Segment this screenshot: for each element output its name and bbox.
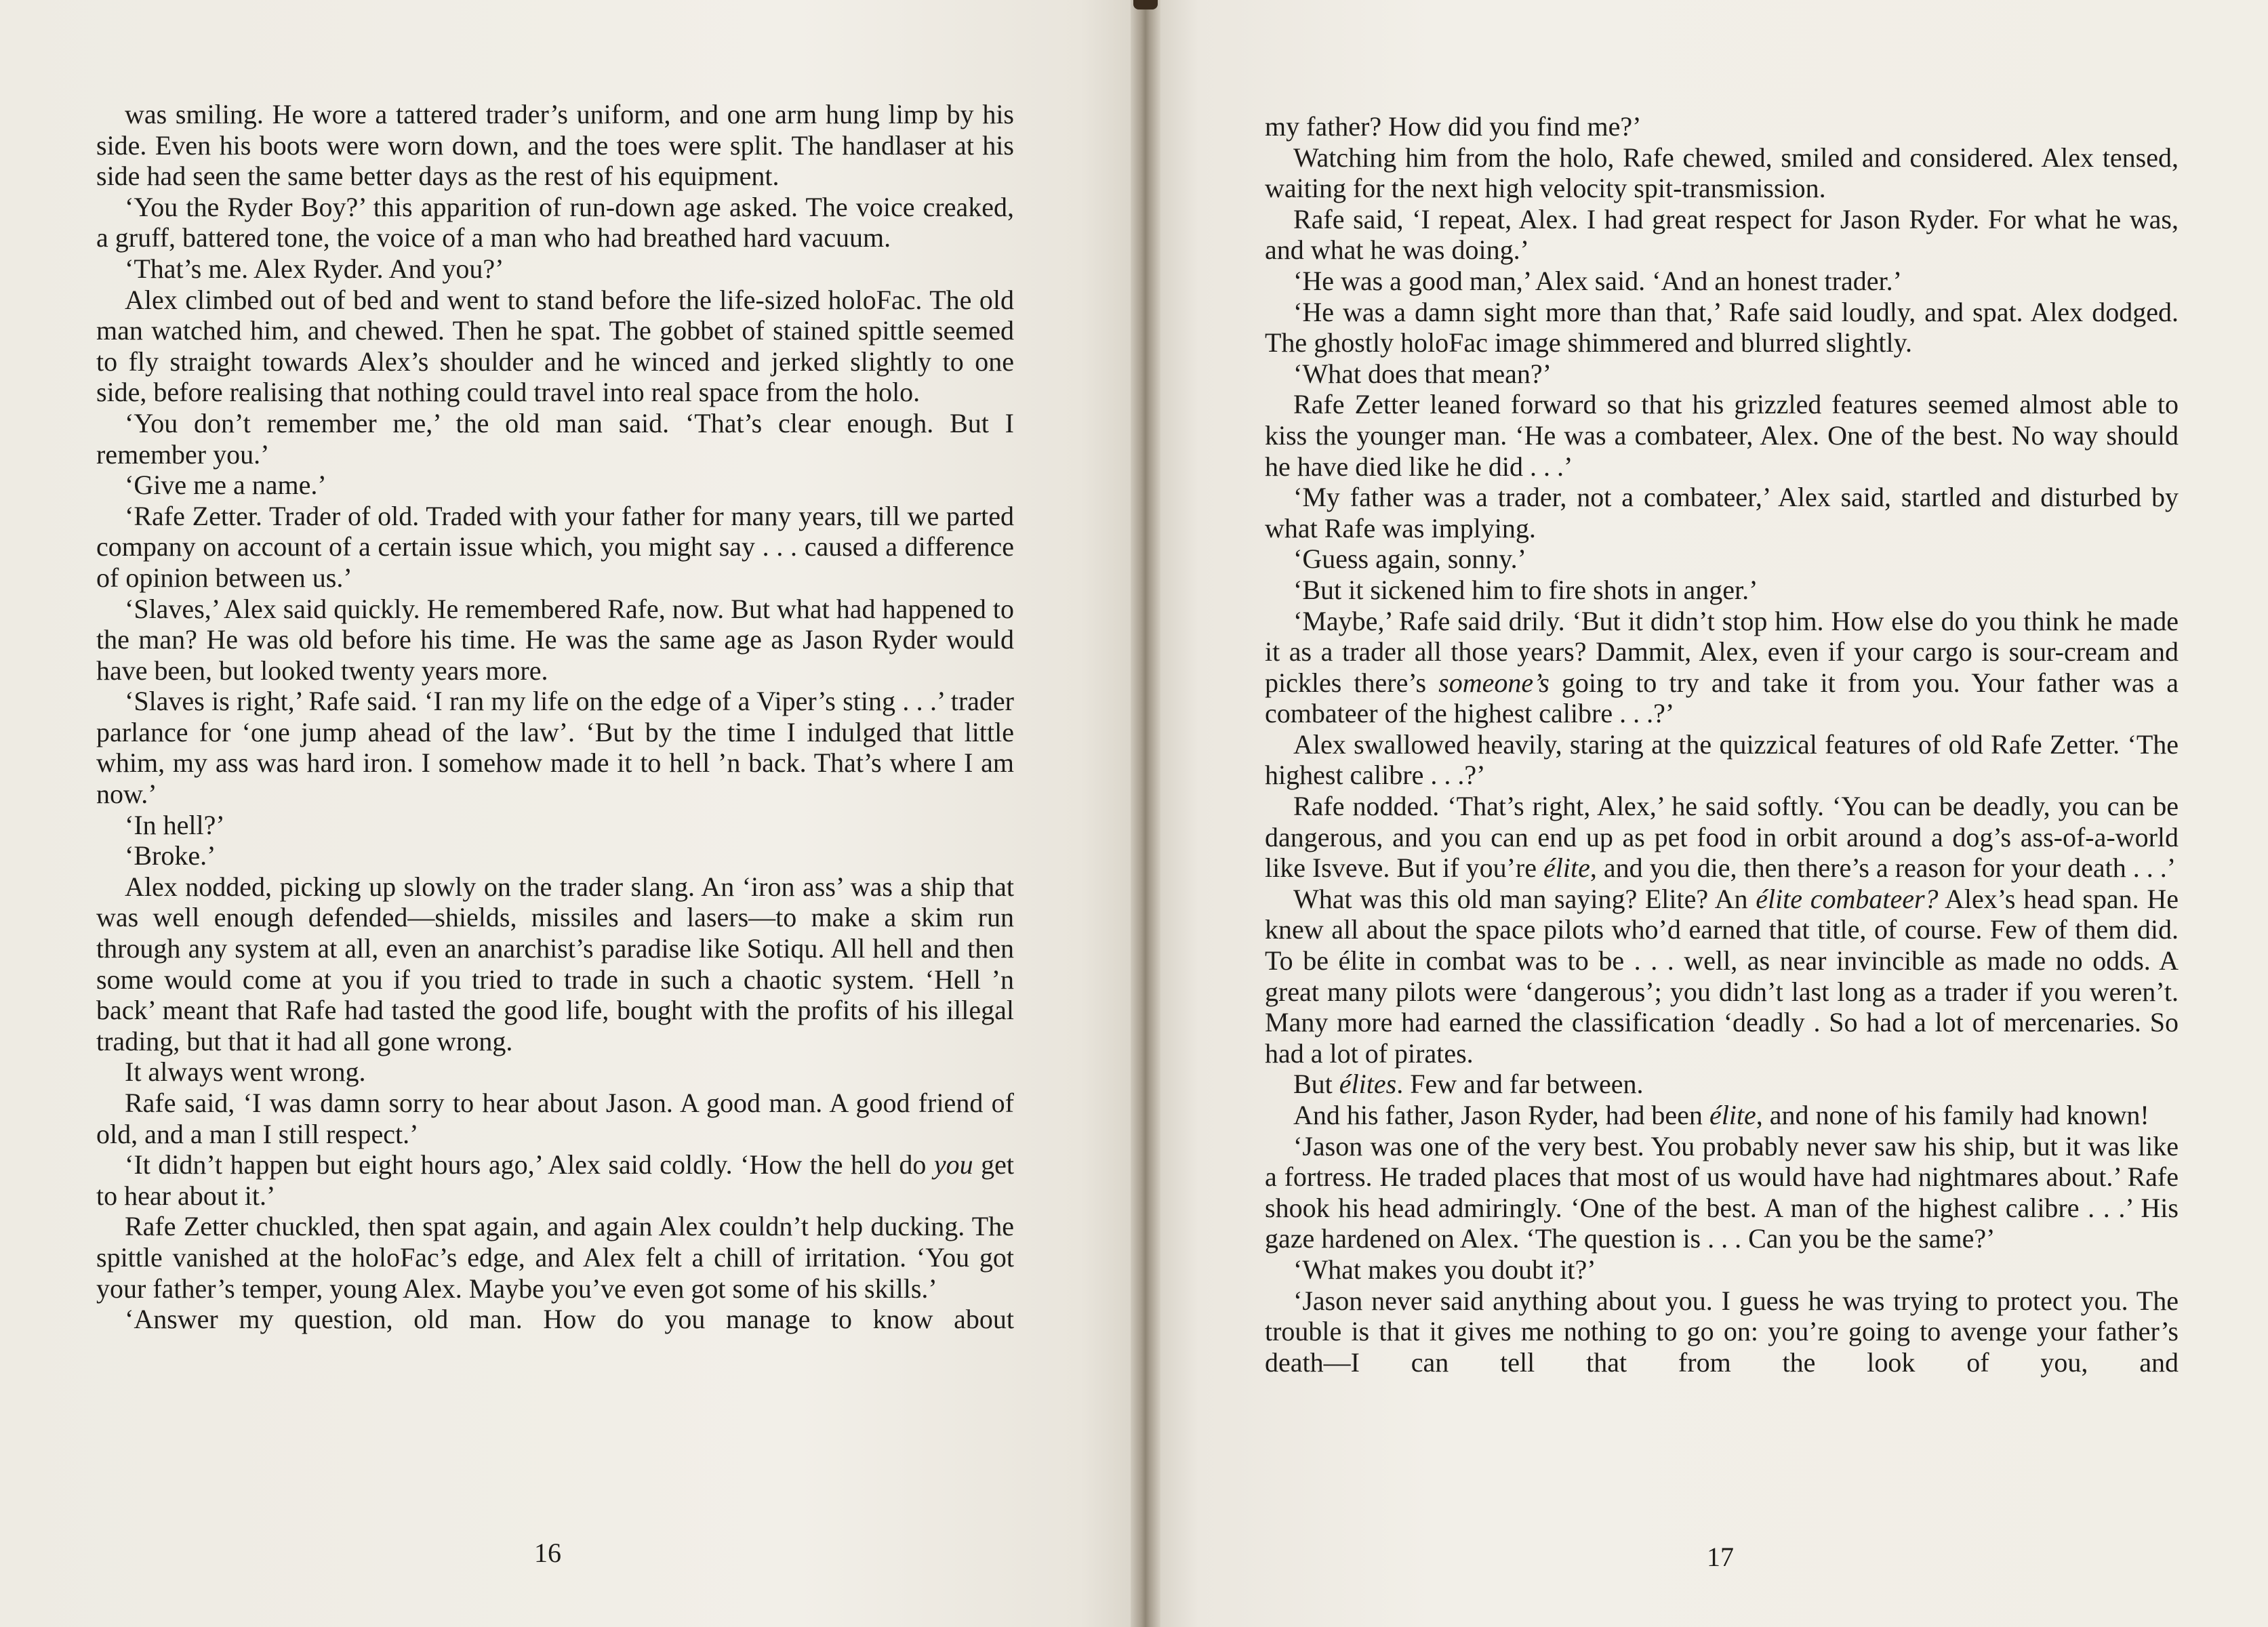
- paragraph-text: ‘That’s me. Alex Ryder. And you?’: [125, 253, 504, 284]
- italic-text: you: [933, 1149, 973, 1180]
- paragraph-text: What was this old man saying? Elite? An: [1293, 883, 1756, 914]
- paragraph: [96, 253, 1014, 285]
- paragraph-text: Watching him from the holo, Rafe chewed, smiled and considered. Alex tensed, waiting for the next high velocity spit-transmission.: [1265, 142, 2179, 204]
- paragraph: [96, 1149, 1014, 1211]
- paragraph: [96, 1304, 1014, 1335]
- paragraph-text: Alex nodded, picking up slowly on the trader slang. An ‘iron ass’ was a ship that was well enough defended—shields, missiles and lasers—to make a skim run through any system at all, even an anarchist’s paradise like Sotiqu. All hell and then some would come at you if you tried to trade in such a chaotic system. ‘Hell ’n back’ meant that Rafe had tasted the good life, bought with the profits of his illegal trading, but that it had all gone wrong.: [96, 871, 1014, 1056]
- paragraph-text: ‘Broke.’: [125, 840, 216, 871]
- paragraph: [1265, 482, 2179, 543]
- paragraph-text: But: [1293, 1069, 1339, 1100]
- paragraph: [96, 470, 1014, 501]
- paragraph-text: was smiling. He wore a tattered trader’s uniform, and one arm hung limp by his side. Even his boots were worn down, and the toes were split. The handlaser at his side had seen the same better days as the rest of his equipment.: [96, 99, 1014, 192]
- paragraph-text: ‘Slaves,’ Alex said quickly. He remembered Rafe, now. But what had happened to the man? He was old before his time. He was the same age as Jason Ryder would have been, but looked twenty years more.: [96, 593, 1014, 686]
- left-page-body: [96, 99, 1014, 1335]
- paragraph-text: ‘What makes you doubt it?’: [1293, 1254, 1596, 1285]
- italic-text: élite: [1543, 852, 1590, 884]
- paragraph: [1265, 266, 2179, 297]
- paragraph-text: ‘Slaves is right,’ Rafe said. ‘I ran my life on the edge of a Viper’s sting . . .’ trader parlance for ‘one jump ahead of the law’. ‘But by the time I indulged that little whim, my ass was hard iron. I somehow made it to hell ’n back. That’s where I am now.’: [96, 686, 1014, 810]
- paragraph: [1265, 1285, 2179, 1378]
- paragraph: [1265, 1069, 2179, 1100]
- paragraph-text: , and none of his family had known!: [1756, 1100, 2149, 1130]
- paragraph: [96, 1211, 1014, 1304]
- paragraph-text: ‘Jason never said anything about you. I guess he was trying to protect you. The trouble is that it gives me nothing to go on: you’re going to avenge your father’s death—I can tell that from the look of you, and: [1265, 1285, 2179, 1378]
- page-number-left: 16: [534, 1538, 561, 1568]
- paragraph: [1265, 142, 2179, 204]
- paragraph: [96, 285, 1014, 408]
- paragraph: [1265, 1131, 2179, 1254]
- paragraph: [1265, 389, 2179, 482]
- italic-text: élite: [1709, 1100, 1756, 1130]
- paragraph: [96, 1088, 1014, 1149]
- paragraph-text: Rafe Zetter chuckled, then spat again, and again Alex couldn’t help ducking. The spittle vanished at the holoFac’s edge, and Alex felt a chill of irritation. ‘You got your father’s temper, young Alex. Maybe you’ve even got some of his skills.’: [96, 1211, 1014, 1304]
- paragraph: [96, 1056, 1014, 1088]
- paragraph: [96, 192, 1014, 253]
- paragraph-text: ‘Rafe Zetter. Trader of old. Traded with your father for many years, till we parted company on account of a certain issue which, you might say . . . caused a difference of opinion between us.’: [96, 500, 1014, 593]
- paragraph: [96, 871, 1014, 1057]
- paragraph-text: ‘You the Ryder Boy?’ this apparition of run-down age asked. The voice creaked, a gruff, battered tone, the voice of a man who had breathed hard vacuum.: [96, 191, 1014, 253]
- paragraph: [96, 810, 1014, 841]
- paragraph: [1265, 1254, 2179, 1285]
- paragraph: [1265, 884, 2179, 1069]
- paragraph: [1265, 297, 2179, 358]
- paragraph: [96, 408, 1014, 470]
- paragraph: [1265, 575, 2179, 606]
- paragraph-text: ‘You don’t remember me,’ the old man said. ‘That’s clear enough. But I remember you.’: [96, 407, 1014, 470]
- paragraph: [1265, 1100, 2179, 1131]
- paragraph-text: ‘It didn’t happen but eight hours ago,’ Alex said coldly. ‘How the hell do: [125, 1149, 934, 1180]
- italic-text: someone’s: [1438, 667, 1550, 698]
- paragraph: [96, 501, 1014, 594]
- paragraph-text: going to try and take it from you. Your father was a combateer of the highest calibre . . .?’: [1265, 667, 2179, 729]
- paragraph: [1265, 358, 2179, 390]
- paragraph-text: ‘But it sickened him to fire shots in anger.’: [1293, 574, 1758, 605]
- paragraph: [96, 686, 1014, 809]
- paragraph-text: Rafe nodded. ‘That’s right, Alex,’ he said softly. ‘You can be deadly, you can be dangerous, and you can end up as pet food in orbit around a dog’s ass-of-a-world like Isveve. But if you’re: [1265, 791, 2179, 884]
- paragraph: [1265, 606, 2179, 729]
- paragraph-text: ‘Answer my question, old man. How do you manage to know about: [125, 1304, 1014, 1335]
- paragraph-text: , and you die, then there’s a reason for your death . . .’: [1589, 852, 2176, 884]
- paragraph-text: ‘In hell?’: [125, 809, 225, 840]
- paragraph-text: get to hear about it.’: [96, 1149, 1014, 1211]
- paragraph-text: Alex’s head span. He knew all about the space pilots who’d earned that title, of course. Few of them did. To be élite in combat was to be . . . well, as near invincible as made no odds. A great many pilots were ‘dangerous’; you didn’t last long as a trader if you weren’t. Many more had earned the classification ‘deadly . So had a lot of mercenaries. So had a lot of pirates.: [1265, 883, 2179, 1069]
- paragraph-text: ‘Maybe,’ Rafe said drily. ‘But it didn’t stop him. How else do you think he made it as a trader all those years? Dammit, Alex, even if your cargo is sour-cream and pickles there’s: [1265, 605, 2179, 698]
- paragraph: [1265, 204, 2179, 266]
- paragraph-text: Rafe said, ‘I was damn sorry to hear about Jason. A good man. A good friend of old, and a man I still respect.’: [96, 1088, 1014, 1149]
- binding-spine-edge: [1133, 0, 1158, 9]
- paragraph-text: ‘He was a damn sight more than that,’ Rafe said loudly, and spat. Alex dodged. The ghostly holoFac image shimmered and blurred slightly.: [1265, 296, 2179, 358]
- italic-text: élites: [1339, 1069, 1397, 1100]
- paragraph: [96, 99, 1014, 192]
- paragraph-text: Rafe Zetter leaned forward so that his grizzled features seemed almost able to kiss the younger man. ‘He was a combateer, Alex. One of the best. No way should he have died like he did . . .’: [1265, 389, 2179, 482]
- paragraph: [1265, 791, 2179, 884]
- paragraph-text: Rafe said, ‘I repeat, Alex. I had great respect for Jason Ryder. For what he was, and what he was doing.’: [1265, 203, 2179, 266]
- paragraph: [96, 594, 1014, 686]
- paragraph-text: my father? How did you find me?’: [1265, 111, 1642, 142]
- paragraph-text: ‘Jason was one of the very best. You probably never saw his ship, but it was like a fortress. He traded places that most of us would have had nightmares about.’ Rafe shook his head admiringly. ‘One of the best. A man of the highest calibre . . .’ His gaze hardened on Alex. ‘The question is . . . Can you be the same?’: [1265, 1130, 2179, 1254]
- paragraph-text: . Few and far between.: [1396, 1069, 1644, 1100]
- paragraph-text: ‘Guess again, sonny.’: [1293, 543, 1527, 575]
- paragraph-text: ‘My father was a trader, not a combateer,’ Alex said, startled and disturbed by what Rafe was implying.: [1265, 482, 2179, 543]
- paragraph: [1265, 111, 2179, 142]
- page-number-right: 17: [1707, 1542, 1734, 1572]
- right-page-body: [1265, 111, 2179, 1378]
- paragraph-text: ‘What does that mean?’: [1293, 358, 1552, 389]
- book-gutter: [1131, 0, 1160, 1627]
- paragraph-text: It always went wrong.: [125, 1056, 366, 1088]
- paragraph: [1265, 729, 2179, 791]
- paragraph: [1265, 543, 2179, 575]
- paragraph-text: ‘Give me a name.’: [125, 470, 327, 501]
- paragraph-text: Alex swallowed heavily, staring at the quizzical features of old Rafe Zetter. ‘The highest calibre . . .?’: [1265, 728, 2179, 791]
- paragraph-text: And his father, Jason Ryder, had been: [1293, 1100, 1709, 1130]
- italic-text: élite combateer?: [1756, 883, 1939, 914]
- paragraph: [96, 840, 1014, 871]
- paragraph-text: ‘He was a good man,’ Alex said. ‘And an honest trader.’: [1293, 265, 1902, 296]
- paragraph-text: Alex climbed out of bed and went to stand before the life-sized holoFac. The old man watched him, and chewed. Then he spat. The gobbet of stained spittle seemed to fly straight towards Alex’s shoulder and he winced and jerked slightly to one side, before realising that nothing could travel into real space from the holo.: [96, 284, 1014, 408]
